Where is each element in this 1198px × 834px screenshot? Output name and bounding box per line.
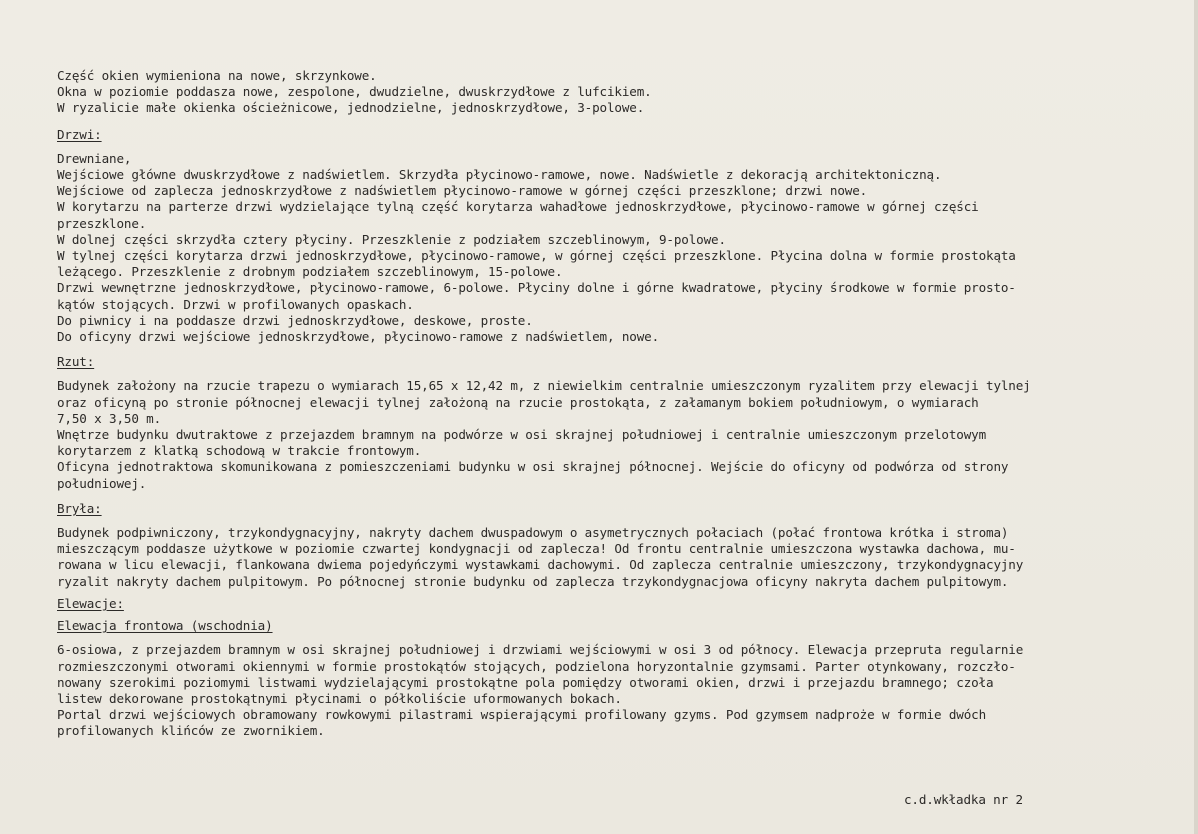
text-line: Część okien wymieniona na nowe, skrzynkowe. <box>57 68 377 83</box>
text-line: W tylnej części korytarza drzwi jednoskrzydłowe, płycinowo-ramowe, w górnej części przeszklone. Płycina dolna w formie prostokąta <box>57 248 1016 264</box>
page-edge <box>1194 0 1198 834</box>
text-line: Do oficyny drzwi wejściowe jednoskrzydłowe, płycinowo-ramowe z nadświetlem, nowe. <box>57 329 659 345</box>
continuation-note: c.d.wkładka nr 2 <box>904 792 1023 807</box>
section-heading-elewacje: Elewacje: <box>57 595 124 611</box>
text-line: W korytarzu na parterze drzwi wydzielające tylną część korytarza wahadłowe jednoskrzydłowe, płycinowo-ramowe w górnej części <box>57 199 979 215</box>
text-line: Budynek podpiwniczony, trzykondygnacyjny, nakryty dachem dwuspadowym o asymetrycznych połaciach (połać frontowa krótka i stroma) <box>57 525 1009 541</box>
intro-block <box>57 68 1142 117</box>
section-elewacje <box>57 642 1142 739</box>
section-rzut <box>57 378 1142 491</box>
text-line: kątów stojących. Drzwi w profilowanych opaskach. <box>57 296 414 312</box>
text-line: listew dekorowane prostokątnymi płycinami o półkoliście uformowanych bokach. <box>57 690 622 706</box>
text-line: Wnętrze budynku dwutraktowe z przejazdem bramnym na podwórze w osi skrajnej południowej i centralnie umieszczonym przelotowym <box>57 427 987 443</box>
text-line: Do piwnicy i na poddasze drzwi jednoskrzydłowe, deskowe, proste. <box>57 312 533 328</box>
text-line: Drewniane, <box>57 150 132 166</box>
text-line: południowej. <box>57 475 147 491</box>
text-line: Drzwi wewnętrzne jednoskrzydłowe, płycinowo-ramowe, 6-polowe. Płyciny dolne i górne kwadratowe, płyciny środkowe w formie prosto- <box>57 280 1016 296</box>
text-line: profilowanych klińców ze zwornikiem. <box>57 723 325 739</box>
document-text <box>57 68 1142 740</box>
section-heading-drzwi: Drzwi: <box>57 126 102 142</box>
section-heading-rzut: Rzut: <box>57 354 95 370</box>
text-line: korytarzem z klatką schodową w trakcie frontowym. <box>57 443 422 459</box>
text-line: ryzalit nakryty dachem pulpitowym. Po północnej stronie budynku od zaplecza trzykondygnacjowa oficyny nakryta dachem pulpitowym. <box>57 573 1009 589</box>
subsection-heading-elewacja-frontowa: Elewacja frontowa (wschodnia) <box>57 618 273 634</box>
text-line: W ryzalicie małe okienka ościeżnicowe, jednodzielne, jednoskrzydłowe, 3-polowe. <box>57 100 645 116</box>
text-line: Portal drzwi wejściowych obramowany rowkowymi pilastrami wspierającymi profilowany gzyms. Pod gzymsem nadproże w formie dwóch <box>57 707 987 723</box>
text-line: oraz oficyną po stronie północnej elewacji tylnej założoną na rzucie prostokąta, z załamanym bokiem południowym, o wymiarach <box>57 394 979 410</box>
section-drzwi <box>57 151 1142 345</box>
text-line: przeszklone. <box>57 215 147 231</box>
text-line: leżącego. Przeszklenie z drobnym podziałem szczeblinowym, 15-polowe. <box>57 264 563 280</box>
text-line: Okna w poziomie poddasza nowe, zespolone, dwudzielne, dwuskrzydłowe z lufcikiem. <box>57 84 652 100</box>
text-line: 7,50 x 3,50 m. <box>57 410 162 426</box>
text-line: Budynek założony na rzucie trapezu o wymiarach 15,65 x 12,42 m, z niewielkim centralnie umieszczonym ryzalitem przy elewacji tylnej <box>57 378 1031 394</box>
text-line: W dolnej części skrzydła cztery płyciny. Przeszklenie z podziałem szczeblinowym, 9-polowe. <box>57 231 726 247</box>
section-bryla <box>57 525 1142 590</box>
text-line: Wejściowe główne dwuskrzydłowe z nadświetlem. Skrzydła płycinowo-ramowe, nowe. Nadświetle z dekoracją architektoniczną. <box>57 167 942 183</box>
text-line: 6-osiowa, z przejazdem bramnym w osi skrajnej południowej i drzwiami wejściowymi w osi 3 od północy. Elewacja przepruta regularnie <box>57 642 1024 658</box>
text-line: Oficyna jednotraktowa skomunikowana z pomieszczeniami budynku w osi skrajnej północnej. Wejście do oficyny od podwórza od strony <box>57 459 1009 475</box>
text-line: mieszczącym poddasze użytkowe w poziomie czwartej kondygnacji od zaplecza! Od frontu centralnie umieszczona wystawka dachowa, mu- <box>57 541 1016 557</box>
text-line: rozmieszczonymi otworami okiennymi w formie prostokątów stojących, podzielona horyzontalnie gzymsami. Parter otynkowany, rozczło- <box>57 658 1016 674</box>
section-heading-bryla: Bryła: <box>57 500 102 516</box>
text-line: rowana w licu elewacji, flankowana dwiema pojedyńczymi wystawkami dachowymi. Od zaplecza centralnie umieszczony, trzykondygnacyjny <box>57 557 1024 573</box>
text-line: nowany szerokimi poziomymi listwami wydzielającymi prostokątne pola pomiędzy otworami okien, drzwi i przejazdu bramnego; czoła <box>57 674 994 690</box>
text-line: Wejściowe od zaplecza jednoskrzydłowe z nadświetlem płycinowo-ramowe w górnej części przeszklone; drzwi nowe. <box>57 183 868 199</box>
